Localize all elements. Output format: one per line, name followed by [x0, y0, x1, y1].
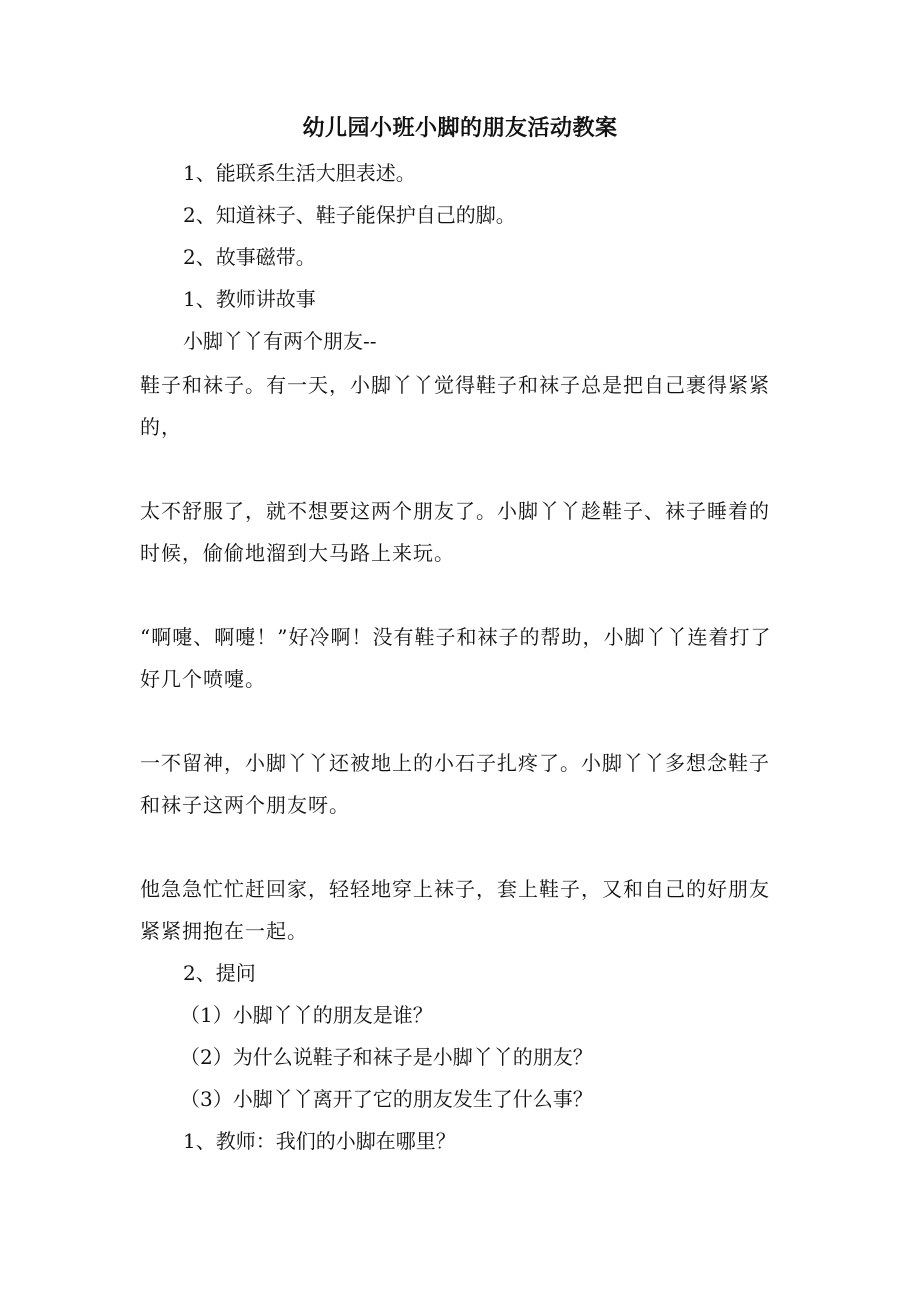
question-1: （1）小脚丫丫的朋友是谁？ — [180, 1003, 433, 1027]
step-questions: 2、提问 — [183, 961, 256, 985]
goal-line-1: 1、能联系生活大胆表述。 — [183, 161, 416, 185]
question-2: （2）为什么说鞋子和袜子是小脚丫丫的朋友？ — [180, 1045, 593, 1069]
story-paragraph-3: “啊嚏、啊嚏！”好冷啊！没有鞋子和袜子的帮助，小脚丫丫连着打了好几个喷嚏。 — [140, 625, 772, 691]
final-line: 1、教师：我们的小脚在哪里？ — [183, 1129, 456, 1153]
story-paragraph-2: 太不舒服了，就不想要这两个朋友了。小脚丫丫趁鞋子、袜子睡着的时候，偷偷地溜到大马路上来玩。 — [140, 499, 770, 565]
question-3: （3）小脚丫丫离开了它的朋友发生了什么事？ — [180, 1087, 593, 1111]
document-title: 幼儿园小班小脚的朋友活动教案 — [302, 115, 618, 141]
material-line: 2、故事磁带。 — [183, 245, 316, 269]
story-paragraph-5: 他急急忙忙赶回家，轻轻地穿上袜子，套上鞋子，又和自己的好朋友紧紧拥抱在一起。 — [140, 877, 770, 943]
step-teacher-story: 1、教师讲故事 — [183, 287, 316, 311]
story-paragraph-4: 一不留神，小脚丫丫还被地上的小石子扎疼了。小脚丫丫多想念鞋子和袜子这两个朋友呀。 — [140, 751, 770, 817]
story-paragraph-1: 鞋子和袜子。有一天，小脚丫丫觉得鞋子和袜子总是把自己裹得紧紧的， — [140, 373, 770, 439]
goal-line-2: 2、知道袜子、鞋子能保护自己的脚。 — [183, 203, 516, 227]
story-intro-line: 小脚丫丫有两个朋友-- — [183, 329, 377, 353]
